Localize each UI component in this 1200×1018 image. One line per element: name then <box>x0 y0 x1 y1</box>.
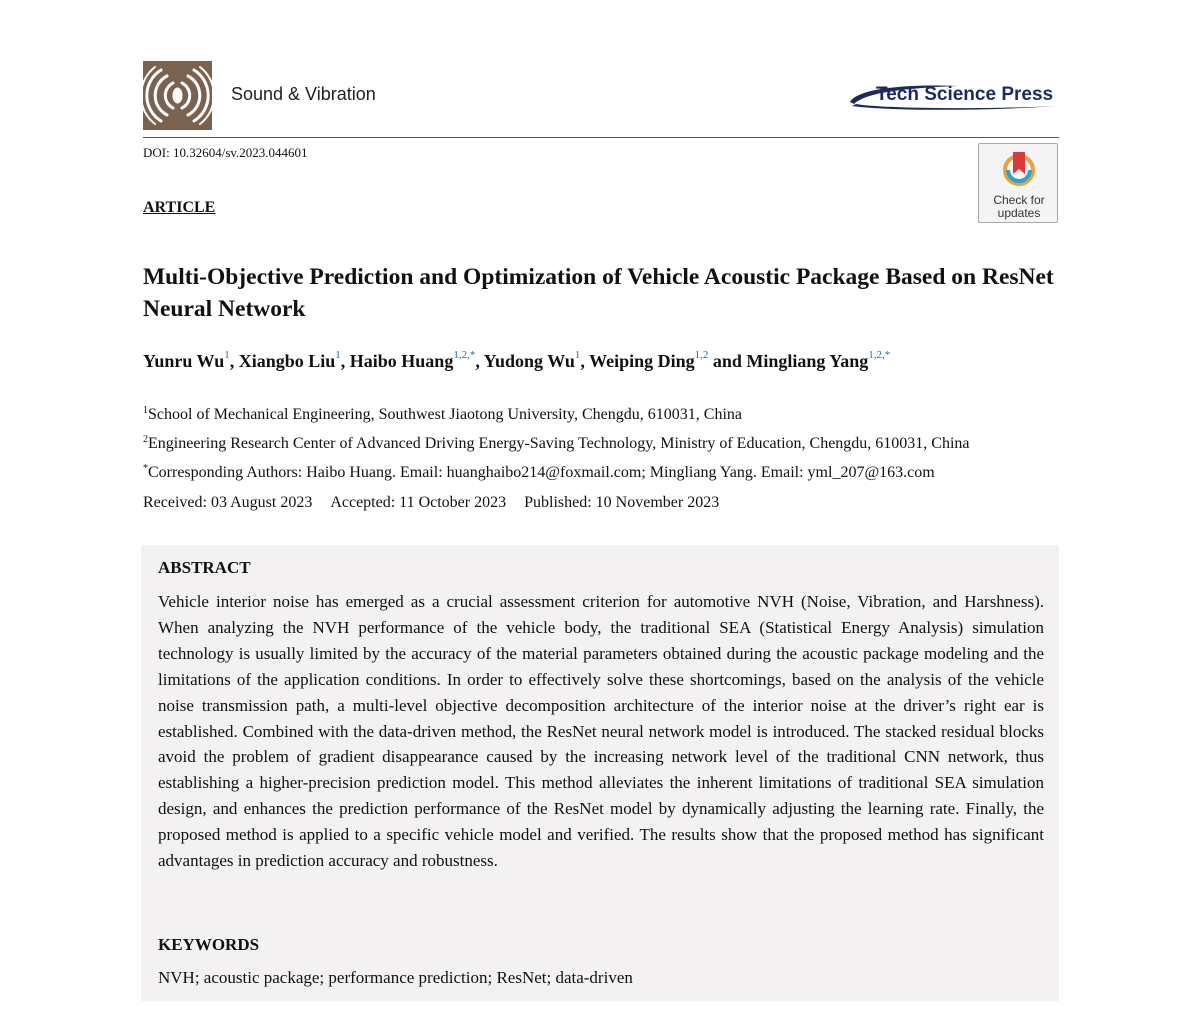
author-affiliation-marker[interactable]: 1,2,* <box>868 349 891 361</box>
author-affiliation-marker[interactable]: 1,2 <box>694 349 709 361</box>
received-date: Received: 03 August 2023 <box>143 494 313 511</box>
author-separator: , <box>229 351 239 371</box>
corresponding-authors-text[interactable]: Corresponding Authors: Haibo Huang. Email: huanghaibo214@foxmail.com; Mingliang Yang. Email: yml_207@163.com <box>148 464 935 481</box>
author-separator: and <box>708 351 747 371</box>
article-type-label: ARTICLE <box>143 199 216 216</box>
keywords-heading: KEYWORDS <box>158 935 260 954</box>
abstract-text: Vehicle interior noise has emerged as a crucial assessment criterion for automotive NVH (Noise, Vibration, and Harshness). When analyzing the NVH performance of the vehicle body, the traditional SEA (Statistical Energy Analysis) simulation technology is usually limited by the accuracy of the material parameters obtained during the acoustic package modeling and the limitations of the application conditions. In order to effectively solve these shortcomings, based on the analysis of the vehicle noise transmission path, a multi-level objective decomposition architecture of the interior noise at the driver’s right ear is established. Combined with the data-driven method, the ResNet neural network model is introduced. The stacked residual blocks avoid the problem of gradient disappearance caused by the increasing network level of the traditional CNN network, thus establishing a higher-precision prediction model. This method alleviates the inherent limitations of traditional SEA simulation design, and enhances the prediction performance of the ResNet model by dynamically adjusting the learning rate. Finally, the proposed method is applied to a specific vehicle model and verified. The results show that the proposed method has significant advantages in prediction accuracy and robustness. <box>158 592 1044 871</box>
publication-dates <box>143 494 719 512</box>
article-title: Multi-Objective Prediction and Optimization of Vehicle Acoustic Package Based on ResNet Neural Network <box>143 264 1054 322</box>
author-name[interactable]: Mingliang Yang <box>746 351 869 371</box>
author-affiliation-marker[interactable]: 1,2,* <box>453 349 476 361</box>
author-name[interactable]: Xiangbo Liu <box>238 351 336 371</box>
author-list <box>143 351 890 372</box>
affiliation-text: Engineering Research Center of Advanced Driving Energy-Saving Technology, Ministry of Education, Chengdu, 610031, China <box>148 435 970 452</box>
author-affiliation-marker[interactable]: 1 <box>574 349 581 361</box>
author-affiliation-marker[interactable]: 1 <box>335 349 341 361</box>
abstract-heading: ABSTRACT <box>158 558 251 577</box>
author-name[interactable]: Yunru Wu <box>143 351 225 371</box>
header-divider <box>143 137 1059 138</box>
affiliation-text: School of Mechanical Engineering, Southwest Jiaotong University, Chengdu, 610031, China <box>148 406 742 423</box>
journal-logo <box>143 61 212 130</box>
author-separator: , <box>580 351 590 371</box>
accepted-date: Accepted: 11 October 2023 <box>330 494 507 511</box>
keywords-text: NVH; acoustic package; performance prediction; ResNet; data-driven <box>158 968 633 987</box>
bookmark-icon <box>1003 150 1035 190</box>
author-name[interactable]: Haibo Huang <box>349 351 454 371</box>
affiliation-marker: 2 <box>143 434 148 445</box>
check-for-updates-label: Check for updates <box>993 193 1045 220</box>
author-name[interactable]: Weiping Ding <box>589 351 695 371</box>
affiliation-1 <box>143 406 742 424</box>
affiliation-marker: 1 <box>143 405 148 416</box>
publisher-name: Tech Science Press <box>876 84 1054 105</box>
journal-name: Sound & Vibration <box>231 84 376 104</box>
corresponding-authors <box>143 464 935 482</box>
published-date: Published: 10 November 2023 <box>524 494 720 511</box>
author-name[interactable]: Yudong Wu <box>483 351 575 371</box>
author-separator: , <box>475 351 484 371</box>
doi-link[interactable]: DOI: 10.32604/sv.2023.044601 <box>143 145 308 160</box>
author-affiliation-marker[interactable]: 1 <box>224 349 230 361</box>
author-separator: , <box>340 351 350 371</box>
affiliation-2 <box>143 435 970 453</box>
check-for-updates-badge[interactable] <box>978 143 1058 223</box>
affiliation-marker: * <box>143 463 148 474</box>
sound-waves-icon <box>143 61 212 130</box>
